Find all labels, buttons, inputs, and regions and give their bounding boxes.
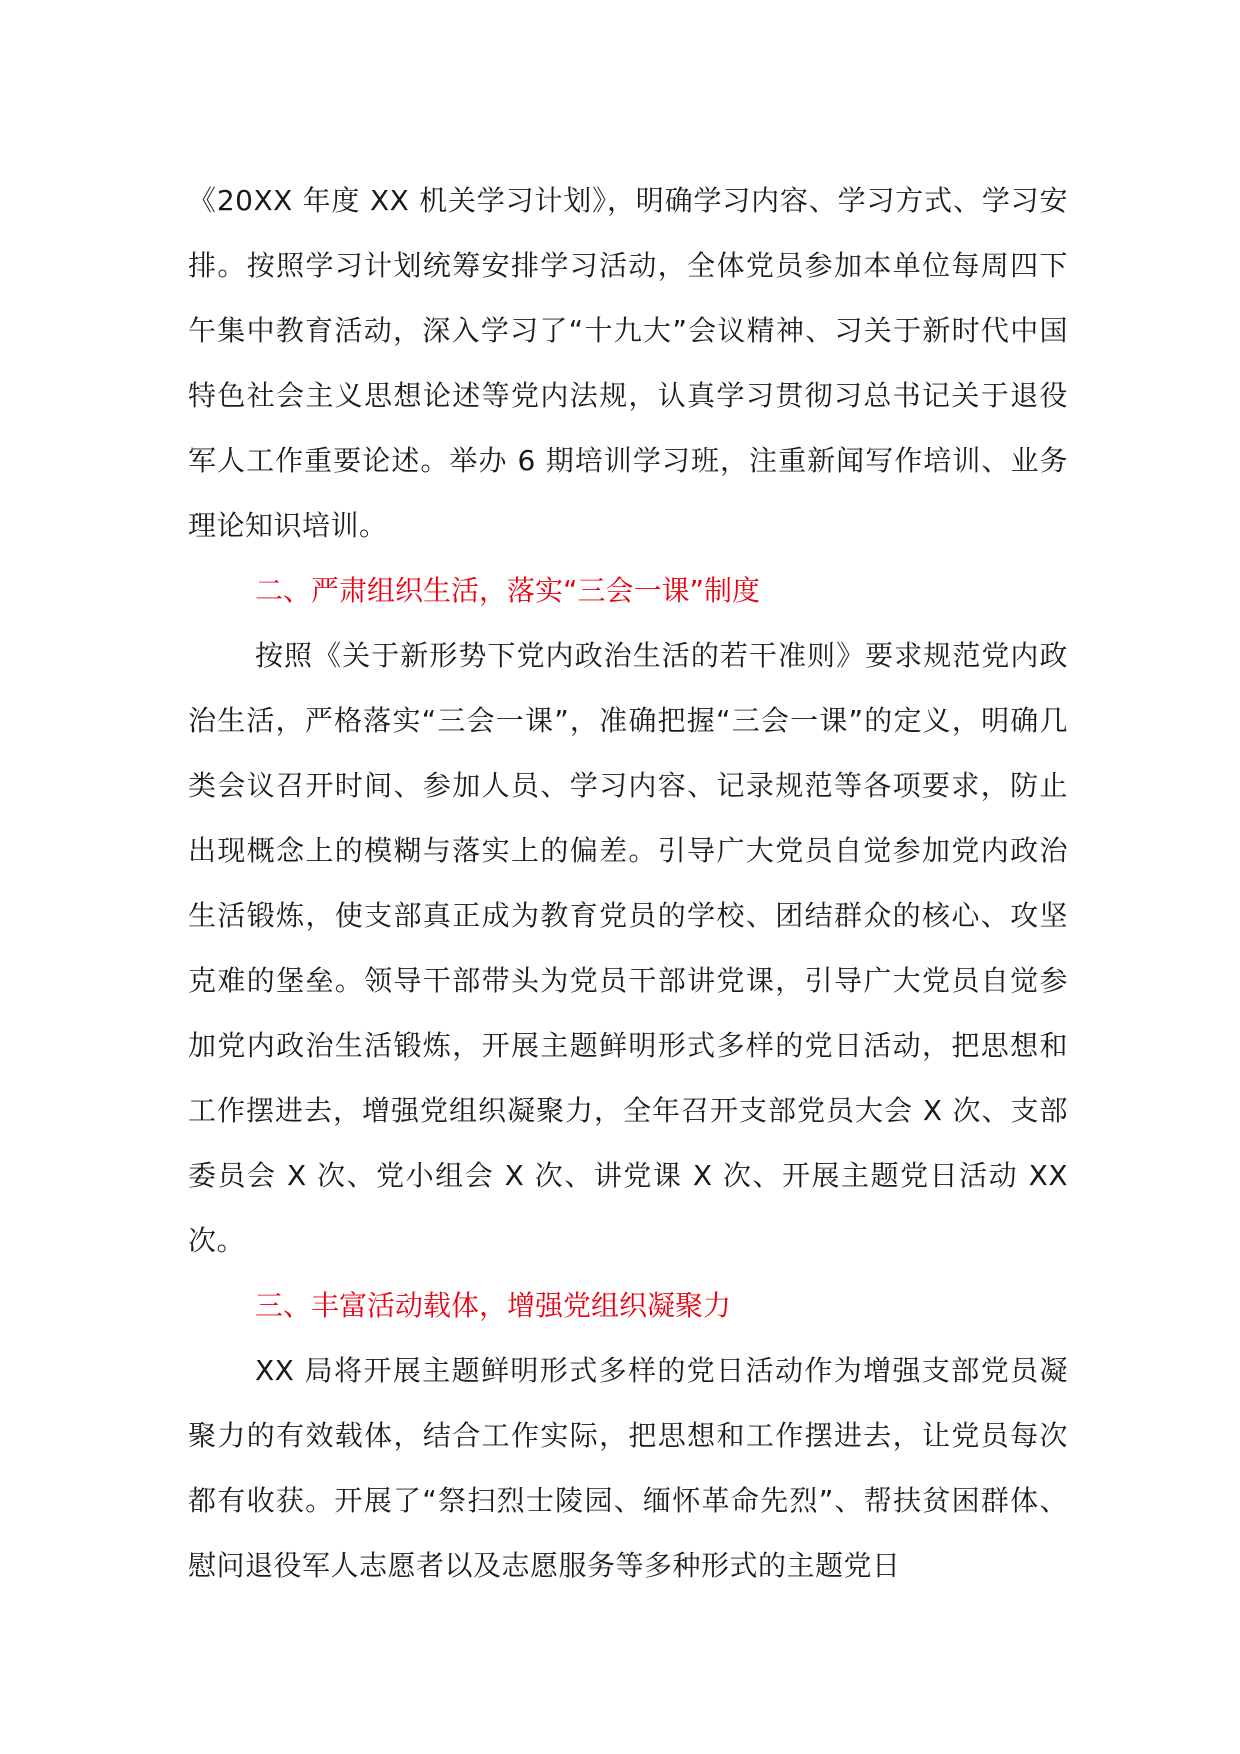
paragraph-party-day-activities: XX 局将开展主题鲜明形式多样的党日活动作为增强支部党员凝聚力的有效载体，结合工作实际，把思想和工作摆进去，让党员每次都有收获。开展了“祭扫烈士陵园、缅怀革命先烈”、帮扶贫困群体、慰问退役军人志愿者以及志愿服务等多种形式的主题党日 [188,1354,1068,1582]
section-heading-activities: 三、丰富活动载体，增强党组织凝聚力 [255,1289,732,1322]
document-page [188,168,1068,1598]
paragraph-three-meetings: 按照《关于新形势下党内政治生活的若干准则》要求规范党内政治生活，严格落实“三会一课”，准确把握“三会一课”的定义，明确几类会议召开时间、参加人员、学习内容、记录规范等各项要求，防止出现概念上的模糊与落实上的偏差。引导广大党员自觉参加党内政治生活锻炼，使支部真正成为教育党员的学校、团结群众的核心、攻坚克难的堡垒。领导干部带头为党员干部讲党课，引导广大党员自觉参加党内政治生活锻炼，开展主题鲜明形式多样的党日活动，把思想和工作摆进去，增强党组织凝聚力，全年召开支部党员大会 X 次、支部委员会 X 次、党小组会 X 次、讲党课 X 次、开展主题党日活动 XX 次。 [188,639,1068,1257]
paragraph-study-plan: 《20XX 年度 XX 机关学习计划》，明确学习内容、学习方式、学习安排。按照学习计划统筹安排学习活动，全体党员参加本单位每周四下午集中教育活动，深入学习了“十九大”会议精神、习关于新时代中国特色社会主义思想论述等党内法规，认真学习贯彻习总书记关于退役军人工作重要论述。举办 6 期培训学习班，注重新闻写作培训、业务理论知识培训。 [188,184,1068,542]
section-heading-organization-life: 二、严肃组织生活，落实“三会一课”制度 [255,574,761,607]
